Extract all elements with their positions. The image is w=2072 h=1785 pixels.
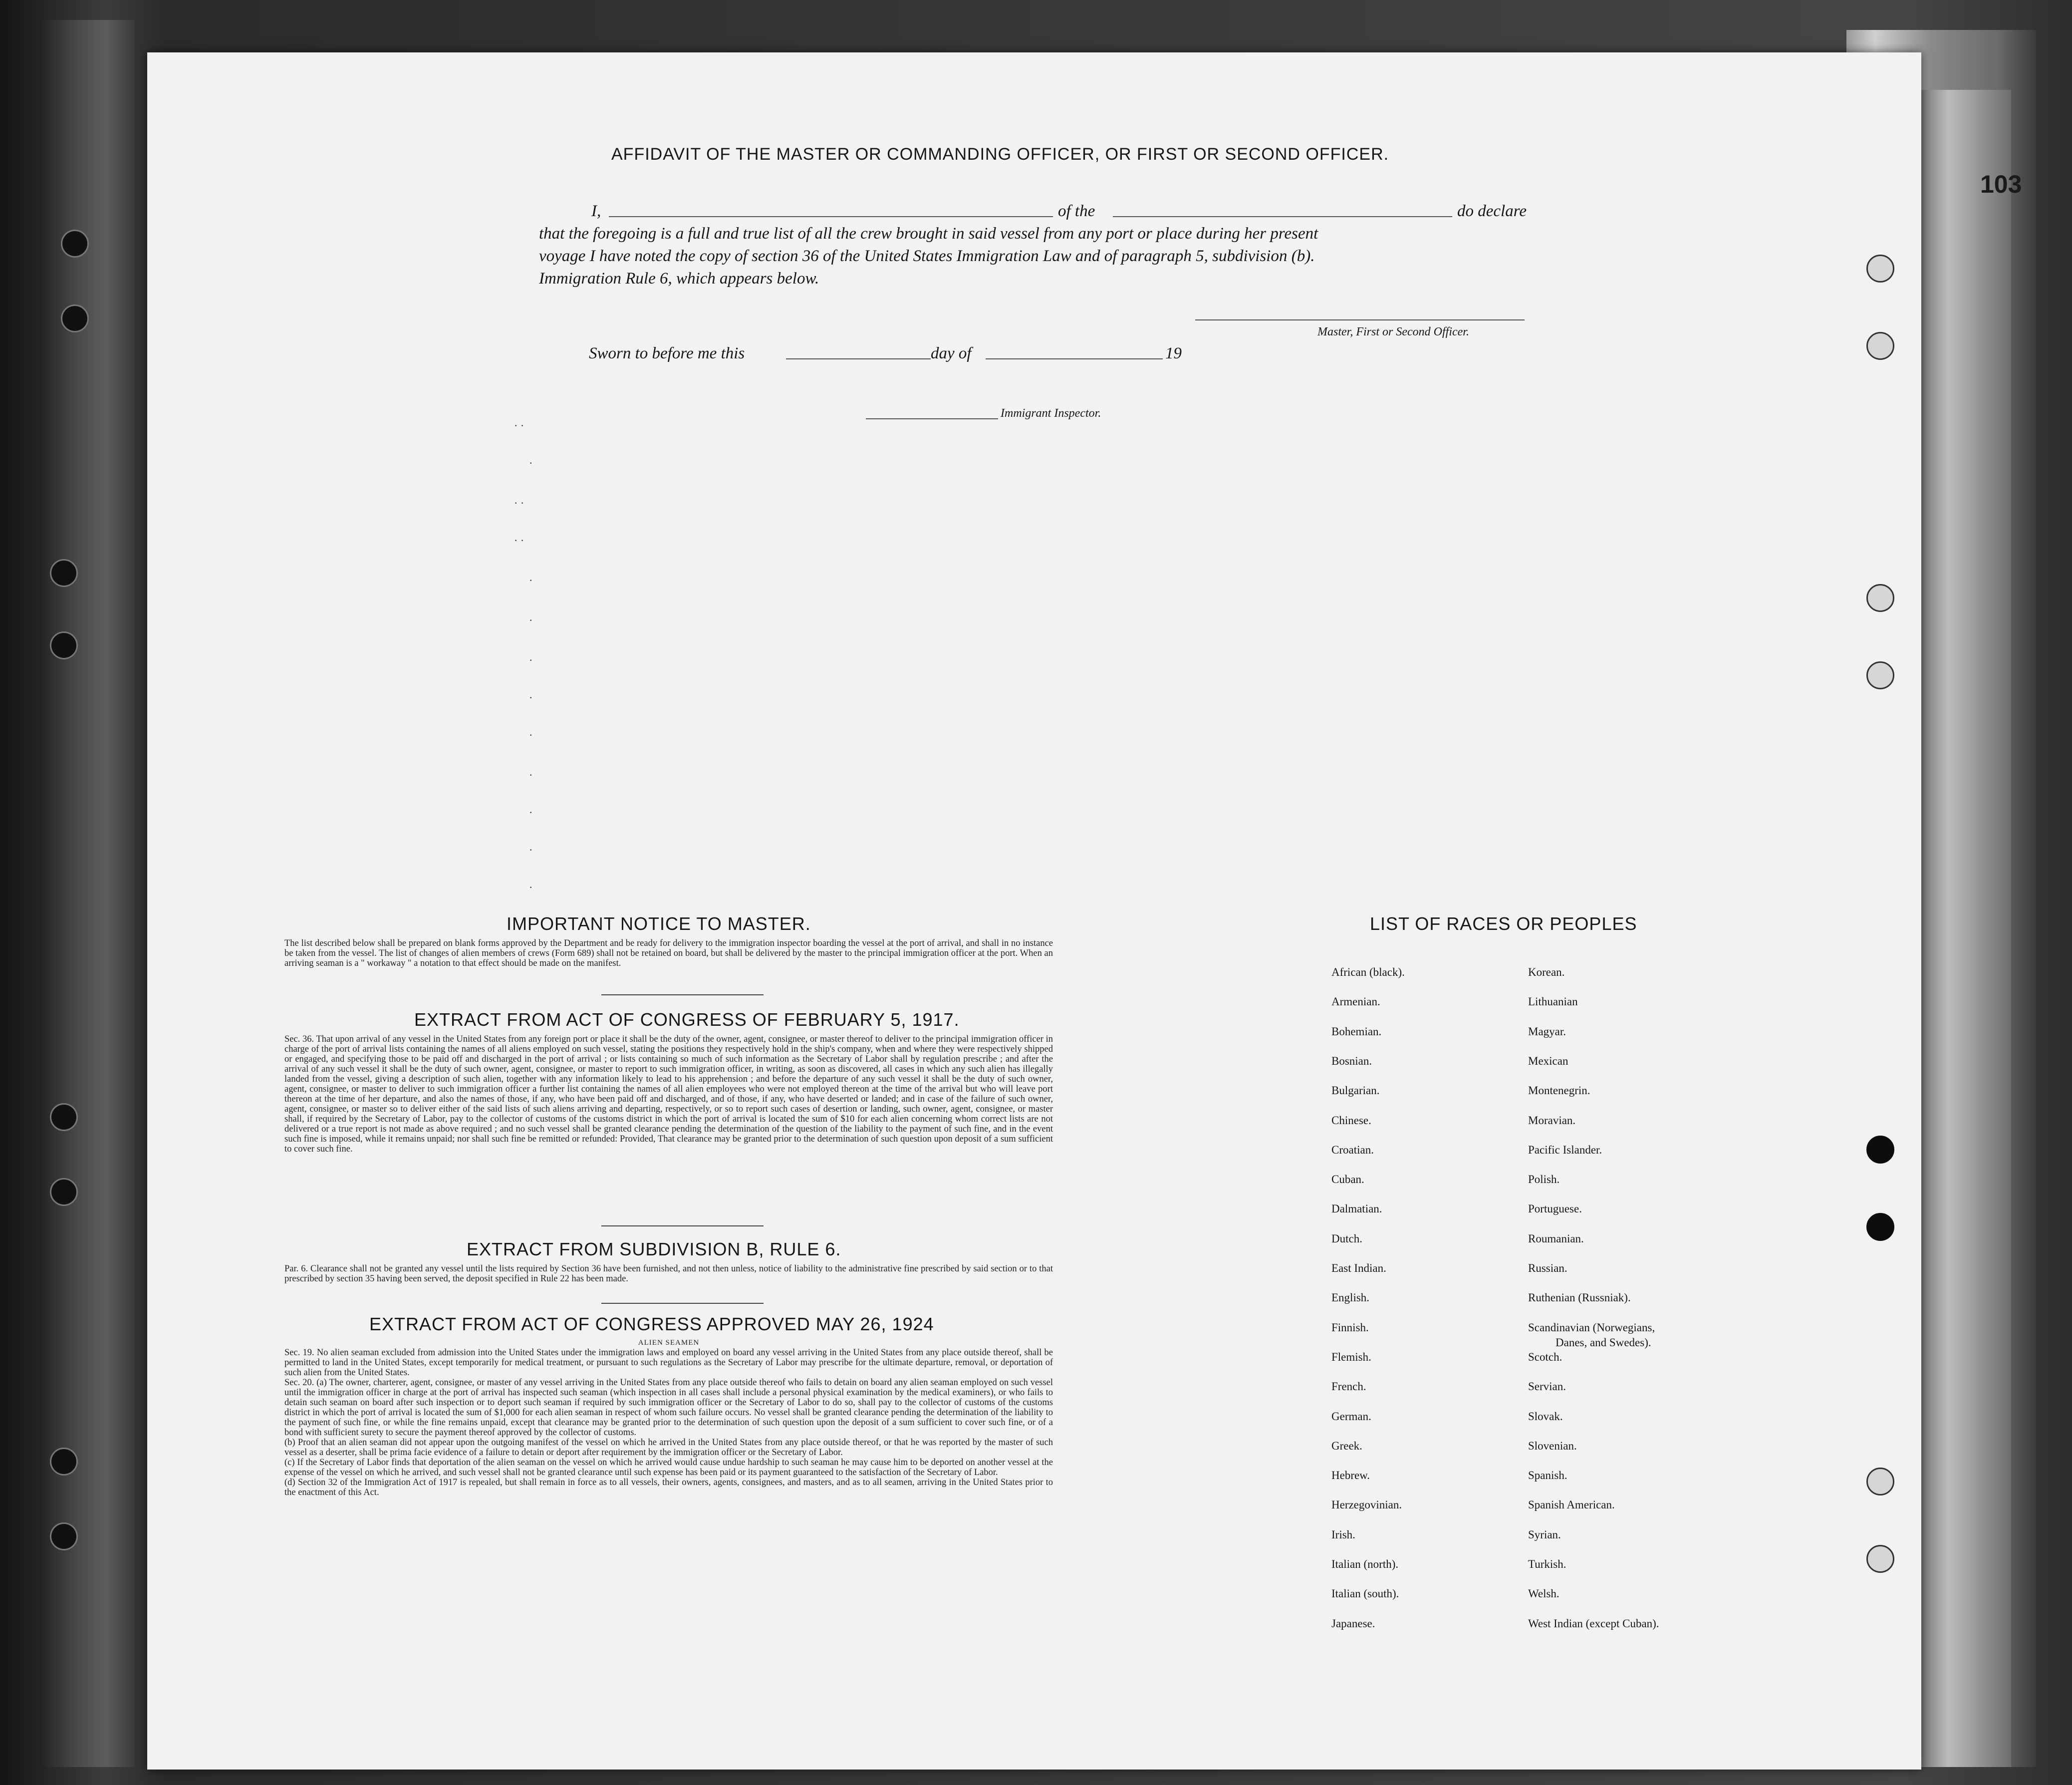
race-item: Scotch. — [1528, 1351, 1562, 1363]
declaration-of-the: of the — [1058, 202, 1095, 220]
race-item: African (black). — [1331, 966, 1405, 978]
race-item: Pacific Islander. — [1528, 1144, 1602, 1156]
sec-20b-paragraph: (b) Proof that an alien seaman did not appear upon the outgoing manifest of the vessel on which he arrived in the United States from any place outside thereof, or that he was reported by the master of such vessel as a deserter, shall be prima facie evidence of a failure to detain or deport after requirement by the immigration officer or the Secretary of Labor. — [284, 1438, 1053, 1458]
race-item: Greek. — [1331, 1440, 1362, 1452]
extract-1924-text — [284, 1338, 1053, 1497]
master-name-field[interactable] — [609, 216, 1053, 217]
race-item: Turkish. — [1528, 1558, 1566, 1570]
sec-19-paragraph: Sec. 19. No alien seaman excluded from admission into the United States under the immigration laws and employed on board any vessel arriving in the United States from any place outside thereof, shall be permitted to land in the United States, except temporarily for medical treatment, or pursuant to such regulations as the Secretary of Labor may prescribe for the ultimate departure, removal, or deportation of such alien from the United States. — [284, 1348, 1053, 1378]
race-item: Russian. — [1528, 1262, 1567, 1274]
binder-hole — [1866, 1545, 1894, 1573]
race-item: German. — [1331, 1410, 1371, 1423]
extract-1917-title: EXTRACT FROM ACT OF CONGRESS OF FEBRUARY 5, 1917. — [414, 1009, 960, 1030]
ledger-dots: · · — [514, 497, 524, 509]
sworn-day-field[interactable] — [786, 358, 931, 359]
underlying-sheet-edge — [1921, 90, 2011, 1767]
race-item: Cuban. — [1331, 1173, 1364, 1186]
sworn-month-field[interactable] — [986, 358, 1163, 359]
declaration-line-2: that the foregoing is a full and true list of all the crew brought in said vessel from any port or place during her present — [539, 225, 1318, 243]
ledger-dots: · — [529, 769, 533, 781]
binder-hole — [50, 559, 78, 587]
extract-1924-title: EXTRACT FROM ACT OF CONGRESS APPROVED MAY 26, 1924 — [369, 1314, 934, 1334]
section-divider — [601, 1225, 764, 1226]
binder-hole — [61, 230, 89, 258]
race-item: Bosnian. — [1331, 1055, 1372, 1067]
race-item: West Indian (except Cuban). — [1528, 1617, 1659, 1630]
binder-hole — [1866, 1213, 1894, 1241]
affidavit-title: AFFIDAVIT OF THE MASTER OR COMMANDING OFFICER, OR FIRST OR SECOND OFFICER. — [611, 145, 1389, 164]
binder-hole — [1866, 1468, 1894, 1495]
race-item: Flemish. — [1331, 1351, 1371, 1363]
ledger-dots: · — [529, 691, 533, 704]
race-item: Slovenian. — [1528, 1440, 1577, 1452]
binder-hole — [1866, 661, 1894, 689]
section-divider — [601, 994, 764, 995]
ledger-dots: · — [529, 654, 533, 666]
extract-1917-paragraph: Sec. 36. That upon arrival of any vessel in the United States from any foreign port or place it shall be the duty of the owner, agent, consignee, or master thereof to deliver to the principal immigration officer in charge of the port of arrival lists containing the names of all aliens employed on such vessel, stating the positions they respectively hold in the ship's company, when and where they were respectively shipped or engaged, and specifying those to be paid off and discharged in the port of arrival ; or lists containing so much of such information as the Secretary of Labor shall by regulation prescribe ; and after the arrival of any such vessel it shall be the duty of such owner, agent, consignee, or master to report to such immigration officer, in writing, as soon as discovered, all cases in which any such alien has illegally landed from the vessel, giving a description of such alien, together with any information likely to lead to his apprehension ; and before the departure of any such vessel it shall be the duty of such owner, agent, consignee, or master to deliver to such immigration officer a further list containing the names of all alien employees who were not employed thereon at the time of the arrival but who will leave port thereon at the time of her departure, and also the names of those, if any, who have been paid off and discharged, and of those, if any, who have deserted or landed; and in case of the failure of such owner, agent, consignee, or master so to deliver either of the said lists of such aliens arriving and departing, respectively, or so to report such cases of desertion or landing, such owner, agent, consignee, or master shall, if required by the Secretary of Labor, pay to the collector of customs of the customs district in which the port of arrival is located the sum of $10 for each alien concerning whom correct lists are not delivered or a true report is not made as above required ; and no such vessel shall be granted clearance pending the determination of the question of the liability to the payment of such fine, and in the event such fine is imposed, while it remains unpaid; nor shall such fine be remitted or refunded: Provided, That clearance may be granted prior to the determination of such question upon deposit of a sum sufficient to cover such fine. — [284, 1034, 1053, 1154]
declaration-line-3: voyage I have noted the copy of section 36 of the United States Immigration Law and of paragraph 5, subdivision (b). — [539, 247, 1315, 265]
race-item: French. — [1331, 1380, 1366, 1393]
subdivision-text — [284, 1264, 1053, 1284]
race-item: Hebrew. — [1331, 1469, 1370, 1482]
binder-hole — [61, 304, 89, 332]
race-item: Slovak. — [1528, 1410, 1563, 1423]
race-item: Italian (south). — [1331, 1587, 1399, 1600]
document-page — [147, 52, 1921, 1770]
binder-strip — [40, 20, 135, 1767]
binder-hole — [50, 1448, 78, 1476]
race-item: Syrian. — [1528, 1528, 1561, 1541]
notice-text — [284, 938, 1053, 968]
notice-paragraph: The list described below shall be prepared on blank forms approved by the Department and be ready for delivery to the immigration inspector boarding the vessel at the port of arrival, and shall in no instance be taken from the vessel. The list of changes of alien members of crews (Form 689) shall not be retained on board, but shall be delivered by the master to the principal immigration officer at the port. When an arriving seaman is a " workaway " a notation to that effect should be made on the manifest. — [284, 938, 1053, 968]
race-item: Montenegrin. — [1528, 1084, 1590, 1097]
race-item: East Indian. — [1331, 1262, 1386, 1274]
ledger-dots: · — [529, 574, 533, 587]
sec-20d-paragraph: (d) Section 32 of the Immigration Act of 1917 is repealed, but shall remain in force as to all vessels, their owners, agents, consignees, and masters, and as to all seamen, arriving in the United States prior to the enactment of this Act. — [284, 1478, 1053, 1497]
race-item: Lithuanian — [1528, 995, 1578, 1008]
race-item: Bulgarian. — [1331, 1084, 1380, 1097]
race-item: Roumanian. — [1528, 1232, 1584, 1245]
race-item: Spanish. — [1528, 1469, 1567, 1482]
races-title: LIST OF RACES OR PEOPLES — [1370, 913, 1637, 934]
race-item: Portuguese. — [1528, 1202, 1582, 1215]
binder-hole — [50, 1178, 78, 1206]
ledger-dots: · — [529, 457, 533, 469]
vessel-name-field[interactable] — [1113, 216, 1452, 217]
race-item: Servian. — [1528, 1380, 1566, 1393]
race-item: Ruthenian (Russniak). — [1528, 1291, 1631, 1304]
ledger-dots: · · — [514, 419, 524, 432]
ledger-dots: · — [529, 614, 533, 626]
sec-20c-paragraph: (c) If the Secretary of Labor finds that deportation of the alien seaman on the vessel on which he arrived would cause undue hardship to such seaman he may cause him to be deported on another vessel at the expense of the vessel on which he arrived, and such vessel shall not be granted clearance until such expense has been paid or its payment guaranteed to the satisfaction of the Secretary of Labor. — [284, 1458, 1053, 1478]
declaration-do-declare: do declare — [1457, 202, 1527, 220]
race-item: English. — [1331, 1291, 1370, 1304]
declaration-line-4: Immigration Rule 6, which appears below. — [539, 270, 819, 288]
race-item: Herzegovinian. — [1331, 1498, 1402, 1511]
subdivision-paragraph: Par. 6. Clearance shall not be granted any vessel until the lists required by Section 36 have been furnished, and not then unless, notice of liability to the administrative fine prescribed by said section or to that prescribed by section 35 having been served, the deposit specified in Rule 22 has been made. — [284, 1264, 1053, 1284]
section-divider — [601, 1303, 764, 1304]
ledger-dots: · — [529, 881, 533, 893]
extract-1917-text — [284, 1034, 1053, 1154]
race-item: Welsh. — [1528, 1587, 1559, 1600]
race-item: Bohemian. — [1331, 1025, 1382, 1038]
race-item: Mexican — [1528, 1055, 1568, 1067]
binder-hole — [50, 1522, 78, 1550]
race-item: Spanish American. — [1528, 1498, 1615, 1511]
ledger-dots: · — [529, 729, 533, 741]
sworn-label: Sworn to before me this — [589, 344, 745, 362]
binder-hole — [50, 1103, 78, 1131]
inspector-signature-field[interactable] — [866, 418, 998, 419]
race-item: Japanese. — [1331, 1617, 1375, 1630]
race-item: Dalmatian. — [1331, 1202, 1382, 1215]
race-item: Irish. — [1331, 1528, 1355, 1541]
binder-hole — [1866, 332, 1894, 360]
declaration-i: I, — [591, 202, 601, 220]
ledger-dots: · · — [514, 534, 524, 547]
sec-20a-paragraph: Sec. 20. (a) The owner, charterer, agent, consignee, or master of any vessel arriving in the United States from any place outside thereof who fails to detain on board any alien seaman employed on such vessel until the immigration officer in charge at the port of arrival has inspected such seaman (which inspection in all cases shall include a personal physical examination by the medical examiners), or who fails to detain such seaman on board after such inspection or to deport such seaman if required by such immigration officer or the Secretary of Labor to do so, shall pay to the collector of customs of the customs district in which the port of arrival is located the sum of $1,000 for each alien seaman in respect of whom such failure occurs. No vessel shall be granted clearance pending the determination of the liability to the payment of such fine, or while the fine remains unpaid, except that clearance may be granted prior to the determination of such question upon the deposit of a sum sufficient to cover such fine, or of a bond with sufficient surety to secure the payment thereof approved by the collector of customs. — [284, 1378, 1053, 1438]
inspector-label: Immigrant Inspector. — [1001, 407, 1101, 420]
race-item: Italian (north). — [1331, 1558, 1399, 1570]
race-item: Chinese. — [1331, 1114, 1371, 1127]
race-item: Scandinavian (Norwegians, — [1528, 1321, 1655, 1334]
race-item: Dutch. — [1331, 1232, 1362, 1245]
alien-seamen-subtitle: ALIEN SEAMEN — [638, 1339, 700, 1347]
race-item: Korean. — [1528, 966, 1565, 978]
binder-hole — [1866, 255, 1894, 283]
master-signature-field[interactable] — [1195, 319, 1525, 320]
race-item: Finnish. — [1331, 1321, 1369, 1334]
page-number: 103 — [1980, 170, 2022, 198]
binder-hole — [50, 631, 78, 659]
race-item: Polish. — [1528, 1173, 1560, 1186]
notice-title: IMPORTANT NOTICE TO MASTER. — [507, 913, 811, 934]
race-item: Armenian. — [1331, 995, 1380, 1008]
race-item: Croatian. — [1331, 1144, 1374, 1156]
binder-hole — [1866, 1136, 1894, 1164]
race-item: Moravian. — [1528, 1114, 1576, 1127]
ledger-dots: · — [529, 806, 533, 819]
master-signature-label: Master, First or Second Officer. — [1317, 325, 1469, 338]
race-item: Danes, and Swedes). — [1555, 1336, 1651, 1349]
subdivision-title: EXTRACT FROM SUBDIVISION B, RULE 6. — [467, 1239, 841, 1259]
ledger-dots: · — [529, 844, 533, 856]
race-item: Magyar. — [1528, 1025, 1566, 1038]
day-of-label: day of — [931, 344, 972, 362]
year-label: 19 — [1165, 344, 1182, 362]
binder-hole — [1866, 584, 1894, 612]
